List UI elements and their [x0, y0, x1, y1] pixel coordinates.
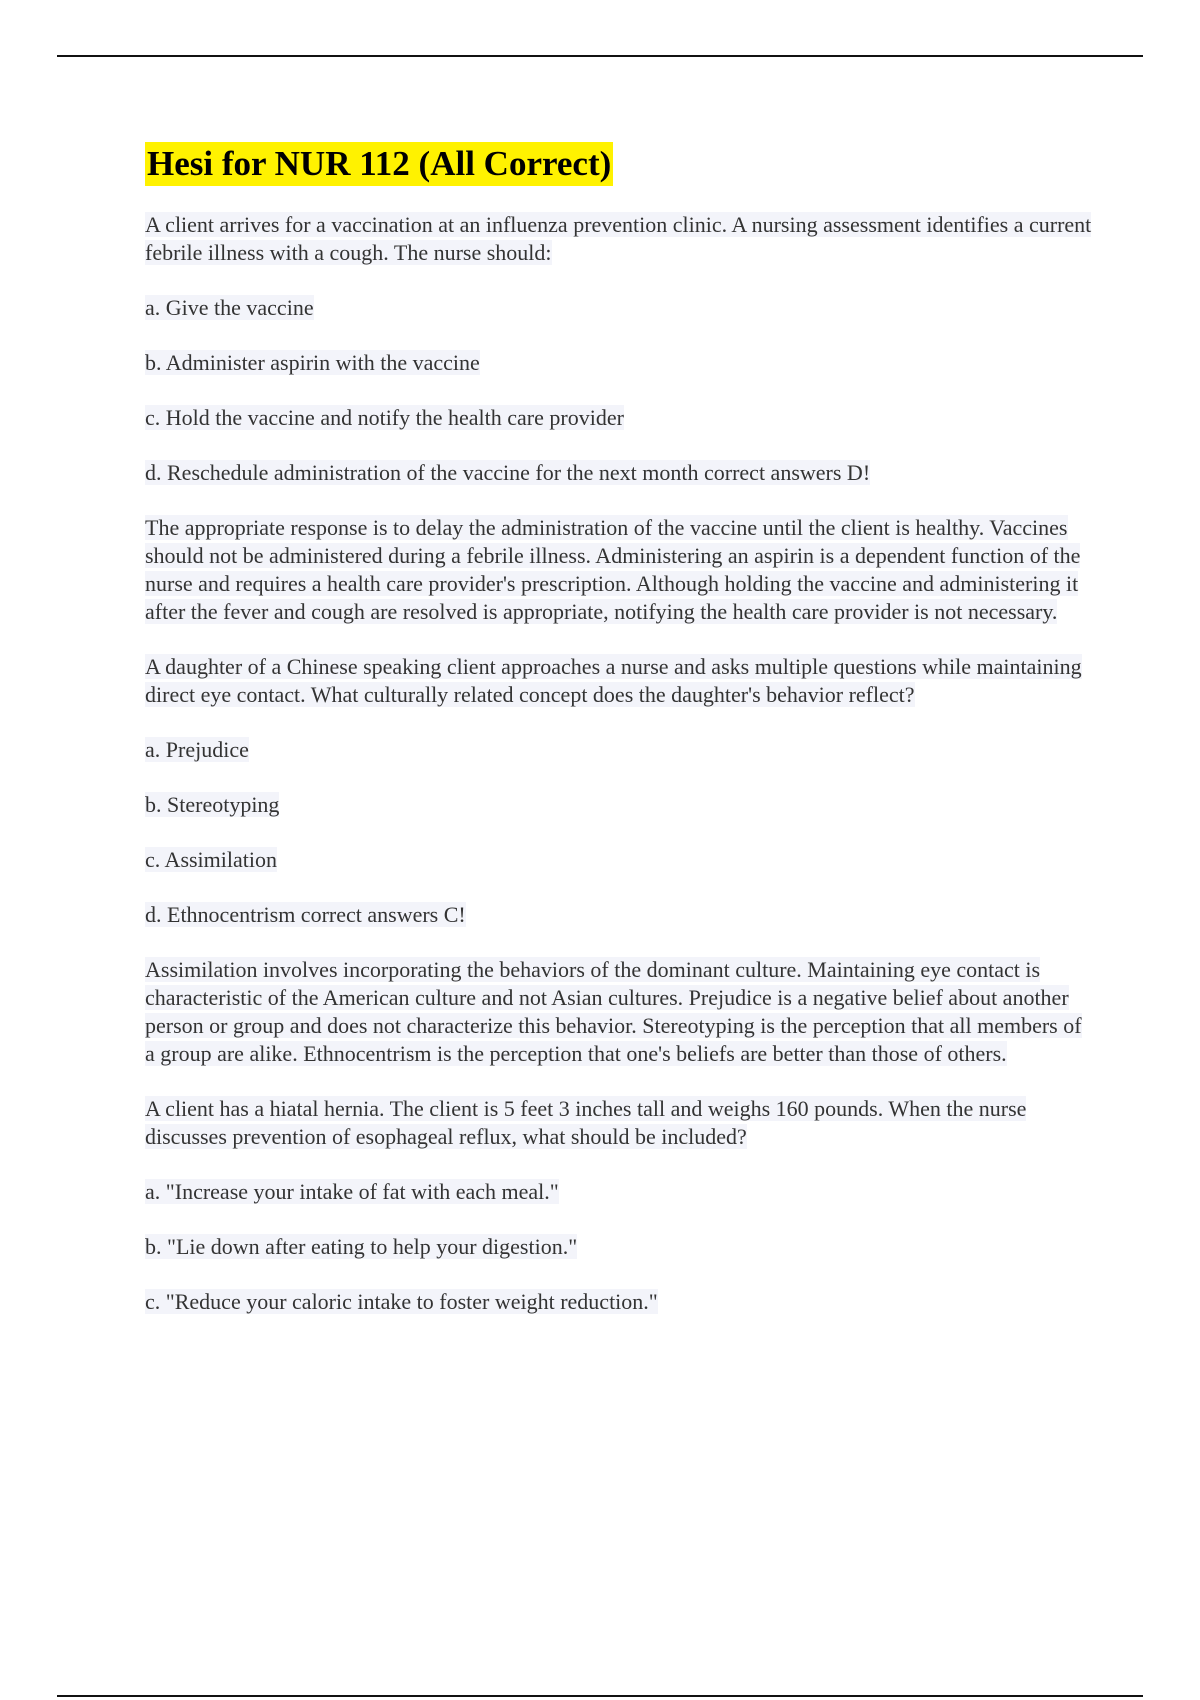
answer-option-b: b. Administer aspirin with the vaccine	[145, 350, 480, 375]
answer-option-c: c. Hold the vaccine and notify the health care provider	[145, 405, 624, 430]
document-title: Hesi for NUR 112 (All Correct)	[145, 142, 613, 186]
question-stem: A client has a hiatal hernia. The client is 5 feet 3 inches tall and weighs 160 pounds. When the nurse discusses prevention of esophageal reflux, what should be included?	[145, 1096, 1027, 1149]
bottom-rule	[57, 1695, 1143, 1697]
top-rule	[57, 55, 1143, 57]
answer-option-a: a. Give the vaccine	[145, 295, 314, 320]
answer-option-d: d. Reschedule administration of the vaccine for the next month correct answers D!	[145, 460, 871, 485]
answer-option-b: b. Stereotyping	[145, 792, 280, 817]
question-stem: A daughter of a Chinese speaking client approaches a nurse and asks multiple questions while maintaining direct eye contact. What culturally related concept does the daughter's behavior reflect?	[145, 654, 1082, 707]
answer-option-c: c. "Reduce your caloric intake to foster weight reduction."	[145, 1289, 658, 1314]
rationale: Assimilation involves incorporating the behaviors of the dominant culture. Maintaining eye contact is characteristic of the American culture and not Asian cultures. Prejudice is a negative belief about another person or group and does not characterize this behavior. Stereotyping is the perception that all members of a group are alike. Ethnocentrism is the perception that one's beliefs are better than those of others.	[145, 957, 1082, 1066]
answer-option-a: a. "Increase your intake of fat with each meal."	[145, 1179, 559, 1204]
answer-option-d: d. Ethnocentrism correct answers C!	[145, 902, 466, 927]
document-body	[145, 142, 1095, 1343]
answer-option-a: a. Prejudice	[145, 737, 249, 762]
question-stem: A client arrives for a vaccination at an influenza prevention clinic. A nursing assessment identifies a current febrile illness with a cough. The nurse should:	[145, 212, 1092, 265]
question-3	[145, 1095, 1095, 1316]
answer-option-c: c. Assimilation	[145, 847, 277, 872]
question-2	[145, 653, 1095, 1068]
question-1	[145, 211, 1095, 626]
rationale: The appropriate response is to delay the administration of the vaccine until the client is healthy. Vaccines should not be administered during a febrile illness. Administering an aspirin is a dependent function of the nurse and requires a health care provider's prescription. Although holding the vaccine and administering it after the fever and cough are resolved is appropriate, notifying the health care provider is not necessary.	[145, 515, 1081, 624]
answer-option-b: b. "Lie down after eating to help your digestion."	[145, 1234, 578, 1259]
